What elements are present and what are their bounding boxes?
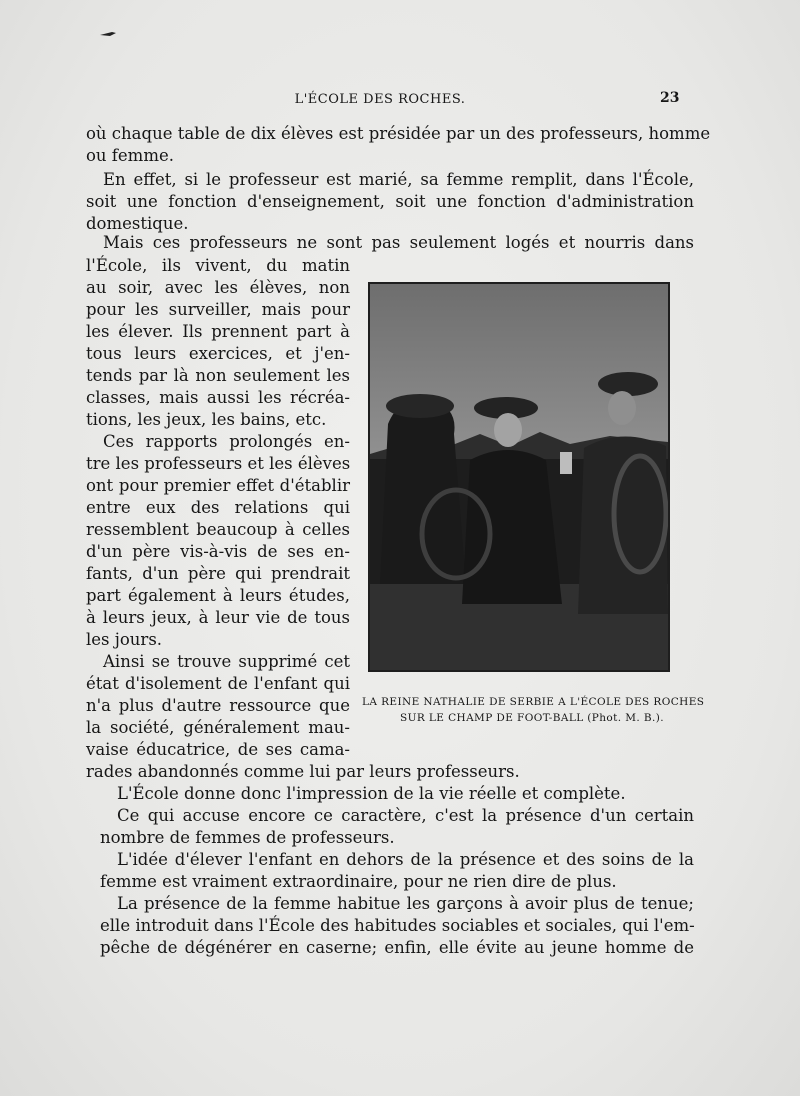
- text-line: ressemblent beaucoup à celles: [86, 520, 350, 539]
- text-line: pour les surveiller, mais pour: [86, 300, 350, 319]
- text-line: tends par là non seulement les: [86, 366, 350, 385]
- text-line: Ce qui accuse encore ce caractère, c'est la présence d'un certain: [117, 806, 694, 825]
- text-line: la société, généralement mau-: [86, 718, 350, 737]
- text-line: tre les professeurs et les élèves: [86, 454, 351, 473]
- text-line: Mais ces professeurs ne sont pas seulement logés et nourris dans: [103, 233, 694, 252]
- text-line: classes, mais aussi les récréa-: [86, 388, 350, 407]
- text-line: fants, d'un père qui prendrait: [86, 564, 350, 583]
- text-line: rades abandonnés comme lui par leurs professeurs.: [86, 762, 520, 781]
- photograph: [368, 282, 670, 672]
- text-line: soit une fonction d'enseignement, soit une fonction d'administration: [86, 192, 694, 211]
- text-line: les jours.: [86, 630, 163, 649]
- text-line: ont pour premier effet d'établir: [86, 476, 350, 495]
- text-line: d'un père vis-à-vis de ses en-: [86, 542, 350, 561]
- text-line: part également à leurs études,: [86, 586, 350, 605]
- text-line: état d'isolement de l'enfant qui: [86, 674, 350, 693]
- photograph-image: [370, 284, 668, 670]
- ink-mark: [100, 30, 116, 38]
- text-line: En effet, si le professeur est marié, sa femme remplit, dans l'École,: [103, 170, 694, 189]
- figure-caption-line: SUR LE CHAMP DE FOOT-BALL (Phot. M. B.).: [400, 712, 664, 724]
- text-line: ou femme.: [86, 146, 174, 165]
- text-line: vaise éducatrice, de ses cama-: [86, 740, 350, 759]
- text-line: L'École donne donc l'impression de la vie réelle et complète.: [117, 784, 626, 803]
- running-head: L'ÉCOLE DES ROCHES.: [294, 92, 466, 107]
- text-line: La présence de la femme habitue les garçons à avoir plus de tenue;: [117, 894, 694, 913]
- text-line: au soir, avec les élèves, non: [86, 278, 350, 297]
- text-line: où chaque table de dix élèves est présidée par un des professeurs, homme: [86, 124, 711, 143]
- text-line: à leurs jeux, à leur vie de tous: [86, 608, 350, 627]
- text-line: domestique.: [86, 214, 189, 233]
- text-line: l'École, ils vivent, du matin: [86, 256, 350, 275]
- text-line: L'idée d'élever l'enfant en dehors de la présence et des soins de la: [117, 850, 694, 869]
- text-line: tous leurs exercices, et j'en-: [86, 344, 350, 363]
- text-line: Ainsi se trouve supprimé cet: [103, 652, 350, 671]
- text-line: entre eux des relations qui: [86, 498, 350, 517]
- text-line: n'a plus d'autre ressource que: [86, 696, 350, 715]
- text-line: femme est vraiment extraordinaire, pour ne rien dire de plus.: [100, 872, 617, 891]
- figure-caption-line: LA REINE NATHALIE DE SERBIE A L'ÉCOLE DES ROCHES: [362, 696, 705, 708]
- text-line: Ces rapports prolongés en-: [103, 432, 350, 451]
- text-line: tions, les jeux, les bains, etc.: [86, 410, 327, 429]
- text-line: les élever. Ils prennent part à: [86, 322, 350, 341]
- text-line: pêche de dégénérer en caserne; enfin, elle évite au jeune homme de: [100, 938, 694, 957]
- text-line: elle introduit dans l'École des habitudes sociables et sociales, qui l'em-: [100, 916, 695, 935]
- text-line: nombre de femmes de professeurs.: [100, 828, 395, 847]
- page-number: 23: [660, 90, 680, 106]
